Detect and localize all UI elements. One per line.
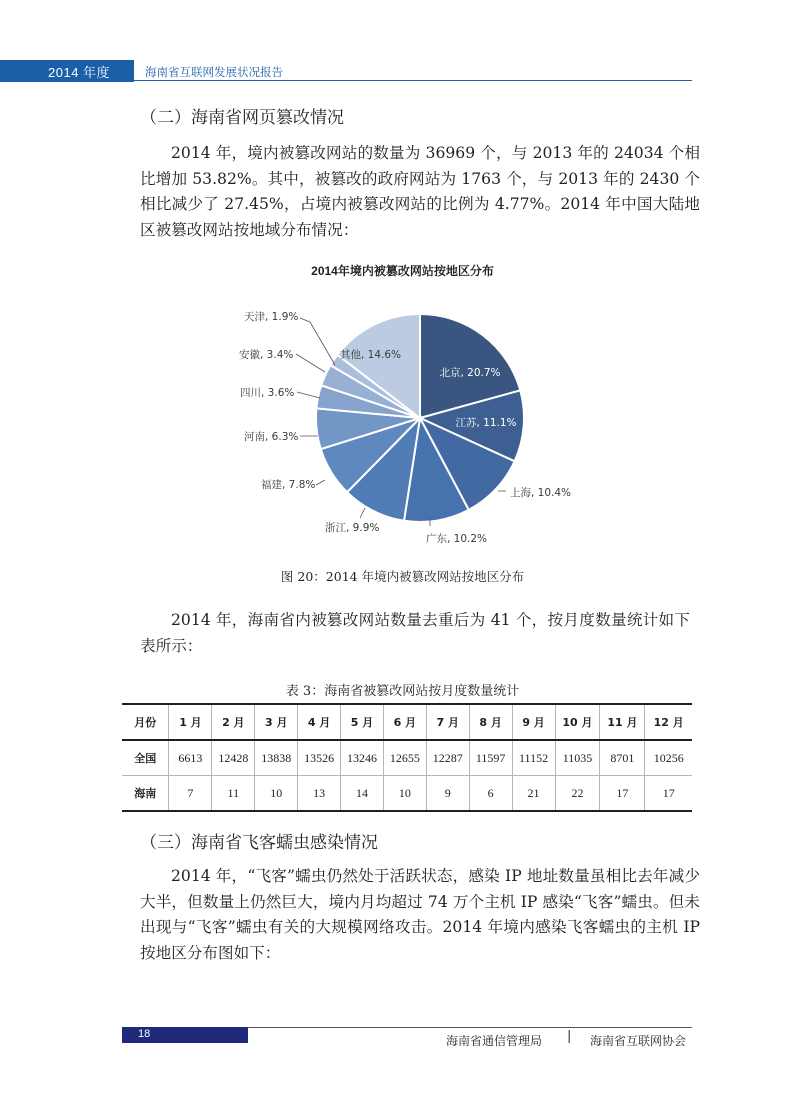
slice-label: 广东, 10.2% bbox=[426, 533, 488, 545]
table-cell: 5 月 bbox=[341, 704, 384, 740]
monthly-defacement-table bbox=[122, 703, 692, 812]
table-cell: 8701 bbox=[600, 740, 645, 776]
table-caption: 表 3：海南省被篡改网站按月度数量统计 bbox=[285, 684, 520, 699]
slice-label: 上海, 10.4% bbox=[510, 487, 572, 499]
section-heading-defacement: （二）海南省网页篡改情况 bbox=[140, 108, 344, 128]
table-cell: 10 bbox=[383, 776, 426, 812]
table-cell: 12 月 bbox=[645, 704, 692, 740]
table-cell: 9 月 bbox=[512, 704, 555, 740]
row-label-cell: 月份 bbox=[134, 716, 157, 729]
table-cell: 13246 bbox=[341, 740, 384, 776]
table-cell: 1 月 bbox=[169, 704, 212, 740]
header-year: 2014 年度 bbox=[48, 65, 111, 80]
table-header-row bbox=[122, 704, 692, 740]
paragraph-defacement-summary: 2014 年，境内被篡改网站的数量为 36969 个，与 2013 年的 24034 个相比增加 53.82%。其中，被篡改的政府网站为 1763 个，与 2013 年的 2430 个相比减少了 27.45%，占境内被篡改网站的比例为 4.77%。2014 年中国大陆地区被篡改网站按地域分布情况： bbox=[140, 144, 700, 239]
slice-label: 福建, 7.8% bbox=[261, 479, 316, 491]
slice-label: 浙江, 9.9% bbox=[325, 522, 380, 534]
table-cell: 12287 bbox=[426, 740, 469, 776]
leader-line bbox=[300, 318, 335, 365]
paragraph-table-intro: 2014 年，海南省内被篡改网站数量去重后为 41 个，按月度数量统计如下表所示： bbox=[140, 611, 690, 655]
table-cell: 6613 bbox=[169, 740, 212, 776]
table-cell: 12428 bbox=[212, 740, 255, 776]
table-cell: 11 bbox=[212, 776, 255, 812]
table-cell: 11 月 bbox=[600, 704, 645, 740]
leader-line bbox=[297, 392, 320, 398]
section-heading-conficker: （三）海南省飞客蠕虫感染情况 bbox=[140, 833, 378, 853]
table-cell: 17 bbox=[645, 776, 692, 812]
table-cell: 13526 bbox=[298, 740, 341, 776]
table-cell: 8 月 bbox=[469, 704, 512, 740]
table-cell: 3 月 bbox=[255, 704, 298, 740]
table-cell: 21 bbox=[512, 776, 555, 812]
footer-org-telecom: 海南省通信管理局 bbox=[446, 1034, 543, 1048]
slice-label: 天津, 1.9% bbox=[244, 311, 299, 323]
table-row bbox=[122, 776, 692, 812]
table-cell: 9 bbox=[426, 776, 469, 812]
slice-label: 河南, 6.3% bbox=[244, 431, 299, 443]
table-cell: 10 bbox=[255, 776, 298, 812]
leader-line bbox=[296, 354, 325, 372]
leader-line bbox=[360, 508, 365, 518]
slice-label: 其他, 14.6% bbox=[340, 349, 402, 361]
table-cell: 22 bbox=[555, 776, 600, 812]
table-cell: 13 bbox=[298, 776, 341, 812]
footer-separator: | bbox=[567, 1029, 572, 1044]
table-cell: 2 月 bbox=[212, 704, 255, 740]
footer-rule bbox=[248, 1027, 692, 1028]
table-cell: 11035 bbox=[555, 740, 600, 776]
slice-label: 四川, 3.6% bbox=[240, 387, 295, 399]
table-cell: 11152 bbox=[512, 740, 555, 776]
table-cell: 17 bbox=[600, 776, 645, 812]
row-label-cell: 全国 bbox=[134, 752, 157, 765]
table-cell: 6 bbox=[469, 776, 512, 812]
row-label-cell: 海南 bbox=[134, 787, 157, 800]
figure-caption: 图 20：2014 年境内被篡改网站按地区分布 bbox=[280, 569, 525, 584]
header-report-title: 海南省互联网发展状况报告 bbox=[145, 65, 283, 79]
table-row bbox=[122, 740, 692, 776]
table-cell: 4 月 bbox=[298, 704, 341, 740]
table-cell: 7 bbox=[169, 776, 212, 812]
chart-title: 2014年境内被篡改网站按地区分布 bbox=[311, 264, 494, 278]
slice-label: 安徽, 3.4% bbox=[239, 349, 294, 361]
table-cell: 10 月 bbox=[555, 704, 600, 740]
slice-label: 江苏, 11.1% bbox=[455, 417, 517, 429]
footer-org-internet-association: 海南省互联网协会 bbox=[590, 1034, 687, 1048]
table-cell: 14 bbox=[341, 776, 384, 812]
table-cell: 7 月 bbox=[426, 704, 469, 740]
table-cell: 10256 bbox=[645, 740, 692, 776]
paragraph-conficker-summary: 2014 年，“飞客”蠕虫仍然处于活跃状态，感染 IP 地址数量虽相比去年减少大半，但数量上仍然巨大，境内月均超过 74 万个主机 IP 感染“飞客”蠕虫。但未出现与“飞客”蠕虫有关的大规模网络攻击。2014 年境内感染飞客蠕虫的主机 IP 按地区分布图如下： bbox=[140, 867, 700, 962]
slice-label: 北京, 20.7% bbox=[439, 367, 501, 379]
table-cell: 6 月 bbox=[383, 704, 426, 740]
table-cell: 13838 bbox=[255, 740, 298, 776]
table-cell: 12655 bbox=[383, 740, 426, 776]
leader-line bbox=[316, 480, 325, 485]
page-number: 18 bbox=[138, 1028, 151, 1040]
table-cell: 11597 bbox=[469, 740, 512, 776]
